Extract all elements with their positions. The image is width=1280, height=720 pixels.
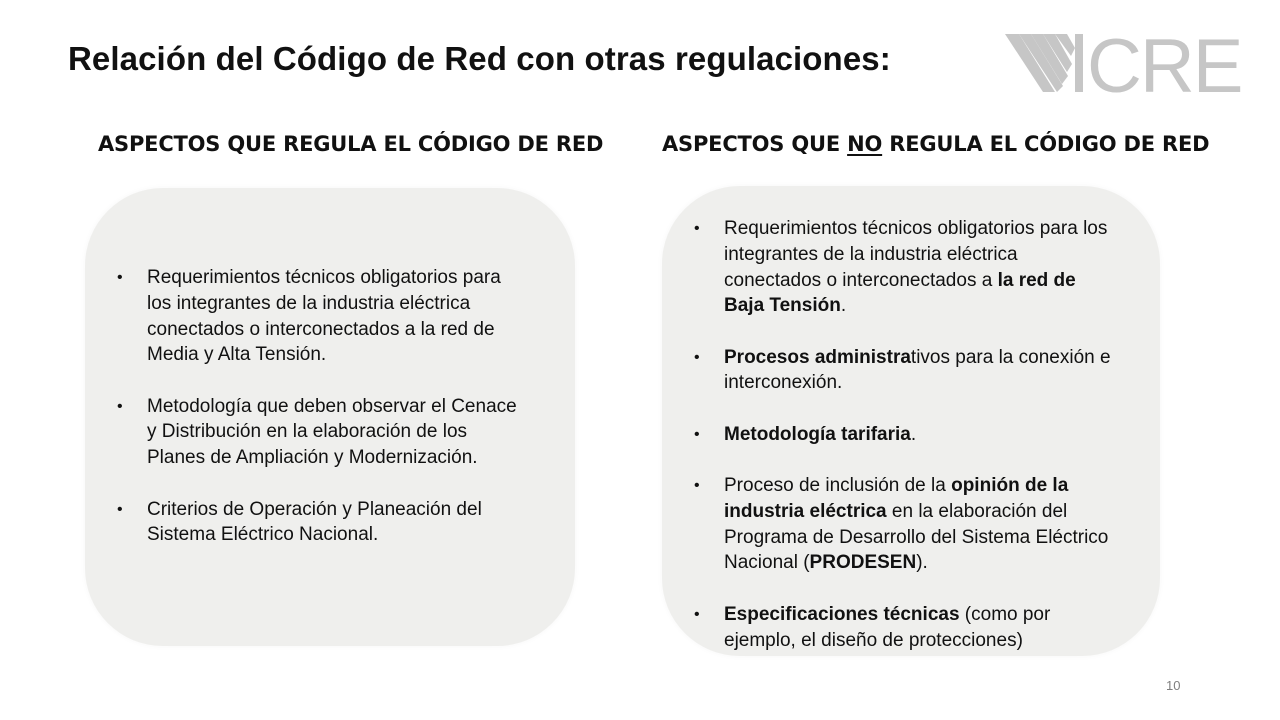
right-column-heading — [662, 132, 1209, 156]
list-item: • Requerimientos técnicos obligatorios para los integrantes de la industria eléctrica conectados o interconectados a la red de Media y Alta Tensión. — [117, 265, 527, 368]
item-text: ). — [916, 552, 928, 574]
list-item — [694, 422, 1114, 448]
logo-text: CRE — [1087, 28, 1242, 102]
item-text: Requerimientos técnicos obligatorios para los integrantes de la industria eléctrica conectados o interconectados a — [724, 218, 1108, 291]
heading-part: REGULA EL CÓDIGO DE RED — [882, 132, 1210, 156]
list-item: • Criterios de Operación y Planeación del Sistema Eléctrico Nacional. — [117, 497, 527, 549]
item-text: Proceso de inclusión de la — [724, 475, 952, 497]
item-bold: Procesos administra — [724, 346, 911, 368]
left-column-heading: ASPECTOS QUE REGULA EL CÓDIGO DE RED — [98, 132, 604, 156]
item-bold: la red de Baja Tensión — [724, 269, 1076, 317]
item-text: (como por ejemplo, el diseño de protecciones) — [724, 603, 1051, 651]
list-item — [694, 345, 1114, 397]
heading-no-underlined: NO — [847, 132, 883, 156]
list-item — [694, 216, 1114, 319]
item-text: en la elaboración del Programa de Desarrollo del Sistema Eléctrico Nacional ( — [724, 500, 1109, 574]
item-bold: Metodología tarifaria — [724, 423, 911, 445]
item-bold: Especificaciones técnicas — [724, 603, 960, 625]
cre-logo-graphic — [1005, 28, 1250, 102]
item-text: . — [840, 295, 847, 317]
item-text: . — [910, 423, 917, 445]
heading-part: ASPECTOS QUE — [662, 132, 848, 156]
list-item — [694, 602, 1114, 654]
list-item: • Metodología que deben observar el Cenace y Distribución en la elaboración de los Planes de Ampliación y Modernización. — [117, 394, 527, 471]
list-item — [694, 473, 1114, 576]
item-bold: opinión de la industria eléctrica — [724, 475, 1069, 522]
item-bold: PRODESEN — [809, 552, 917, 574]
right-bullet-list — [694, 216, 1114, 679]
left-bullet-list — [117, 265, 527, 574]
item-text: tivos para la conexión e interconexión. — [724, 346, 1111, 394]
slide-title: Relación del Código de Red con otras regulaciones: — [68, 40, 891, 77]
cre-logo — [1005, 28, 1250, 102]
right-panel — [662, 186, 1160, 656]
page-number: 10 — [1166, 678, 1181, 693]
left-panel — [85, 188, 575, 646]
